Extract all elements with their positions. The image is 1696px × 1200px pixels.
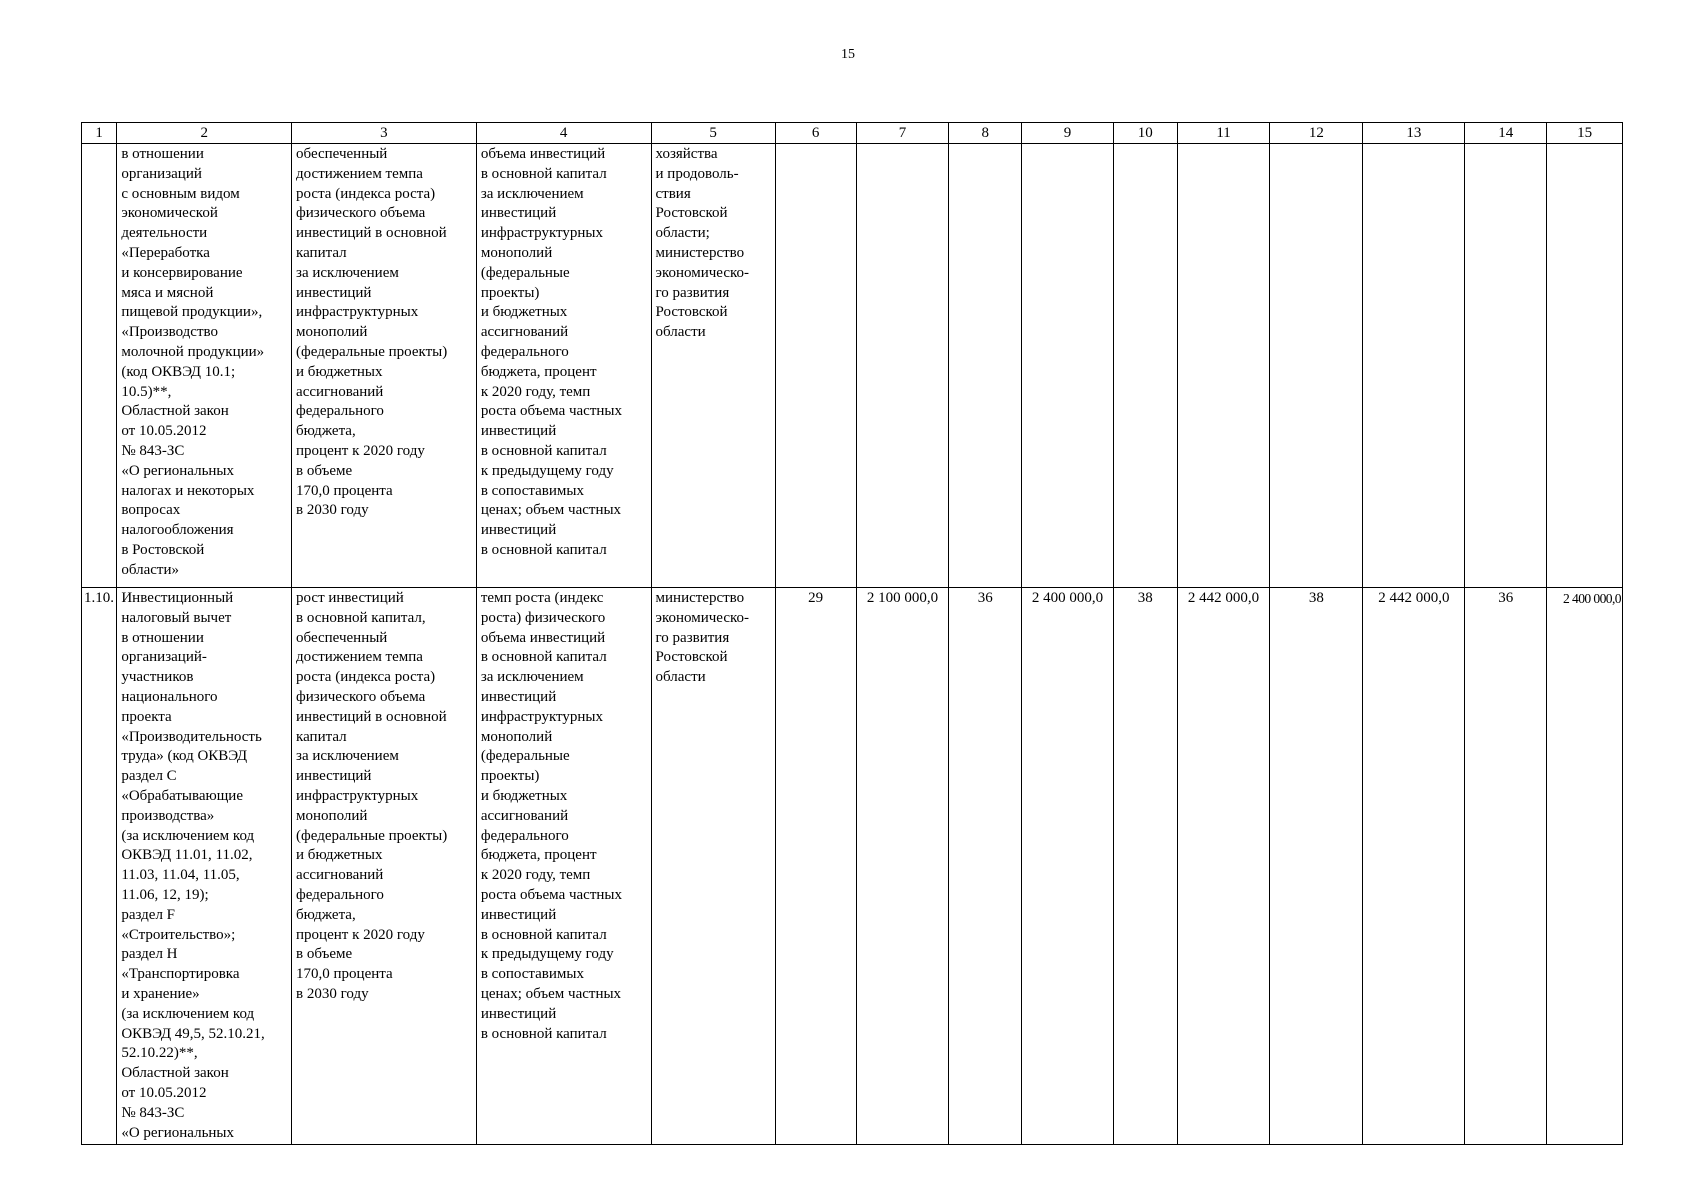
- column-header: 7: [856, 123, 949, 144]
- table-cell: [949, 144, 1022, 588]
- table-cell-value: 36: [1465, 588, 1547, 1145]
- table-cell: [1177, 144, 1270, 588]
- column-header: 9: [1022, 123, 1114, 144]
- table-row: [82, 588, 1623, 1145]
- table-cell-curator: министерство экономическо- го развития Ростовской области: [651, 588, 775, 1145]
- table-cell-value: 2 400 000,0: [1022, 588, 1114, 1145]
- table-cell: [1465, 144, 1547, 588]
- table-cell-number: [82, 144, 117, 588]
- table-cell-goal: обеспеченный достижением темпа роста (индекса роста) физического объема инвестиций в основной капитал за исключением инвестиций инфраструктурных монополий (федеральные проекты) и бюджетных ассигнований федерального бюджета, процент к 2020 году в объеме 170,0 процента в 2030 году: [292, 144, 477, 588]
- table-cell-curator: хозяйства и продоволь- ствия Ростовской области; министерство экономическо- го развития Ростовской области: [651, 144, 775, 588]
- column-header: 2: [117, 123, 292, 144]
- table-cell: [775, 144, 856, 588]
- column-header: 3: [292, 123, 477, 144]
- table-cell: [856, 144, 949, 588]
- table-cell-value: 29: [775, 588, 856, 1145]
- column-header: 12: [1270, 123, 1363, 144]
- column-header: 11: [1177, 123, 1270, 144]
- column-header: 13: [1363, 123, 1465, 144]
- column-header: 8: [949, 123, 1022, 144]
- column-header: 4: [476, 123, 651, 144]
- page-number: 15: [841, 47, 855, 62]
- table-cell-value: 38: [1113, 588, 1177, 1145]
- table-cell: [1363, 144, 1465, 588]
- table-cell-indicator: темп роста (индекс роста) физического объема инвестиций в основной капитал за исключением инвестиций инфраструктурных монополий (федеральные проекты) и бюджетных ассигнований федерального бюджета, процент к 2020 году, темп роста объема частных инвестиций в основной капитал к предыдущему году в сопоставимых ценах; объем частных инвестиций в основной капитал: [476, 588, 651, 1145]
- table-header-row: [82, 123, 1623, 144]
- table-cell-value: 2 400 000,0: [1547, 588, 1623, 1145]
- table-cell-measure: Инвестиционный налоговый вычет в отношении организаций- участников национального проекта «Производительность труда» (код ОКВЭД раздел С «Обрабатывающие производства» (за исключением код ОКВЭД 11.01, 11.02, 11.03, 11.04, 11.05, 11.06, 12, 19); раздел F «Строительство»; раздел H «Транспортировка и хранение» (за исключением код ОКВЭД 49,5, 52.10.21, 52.10.22)**, Областной закон от 10.05.2012 № 843-ЗС «О региональных: [117, 588, 292, 1145]
- table-cell-measure: в отношении организаций с основным видом экономической деятельности «Переработка и консервирование мяса и мясной пищевой продукции», «Производство молочной продукции» (код ОКВЭД 10.1; 10.5)**, Областной закон от 10.05.2012 № 843-ЗС «О региональных налогах и некоторых вопросах налогообложения в Ростовской области»: [117, 144, 292, 588]
- data-table: [81, 122, 1623, 1145]
- table-row: [82, 144, 1623, 588]
- table-cell-value: 2 442 000,0: [1363, 588, 1465, 1145]
- table-cell-indicator: объема инвестиций в основной капитал за исключением инвестиций инфраструктурных монополий (федеральные проекты) и бюджетных ассигнований федерального бюджета, процент к 2020 году, темп роста объема частных инвестиций в основной капитал к предыдущему году в сопоставимых ценах; объем частных инвестиций в основной капитал: [476, 144, 651, 588]
- table-cell: [1547, 144, 1623, 588]
- column-header: 1: [82, 123, 117, 144]
- column-header: 15: [1547, 123, 1623, 144]
- table-cell-goal: рост инвестиций в основной капитал, обеспеченный достижением темпа роста (индекса роста) физического объема инвестиций в основной капитал за исключением инвестиций инфраструктурных монополий (федеральные проекты) и бюджетных ассигнований федерального бюджета, процент к 2020 году в объеме 170,0 процента в 2030 году: [292, 588, 477, 1145]
- table-cell: [1270, 144, 1363, 588]
- column-header: 10: [1113, 123, 1177, 144]
- table-cell: [1113, 144, 1177, 588]
- table-cell-value: 38: [1270, 588, 1363, 1145]
- table-cell-number: 1.10.: [82, 588, 117, 1145]
- table-cell-value: 36: [949, 588, 1022, 1145]
- column-header: 14: [1465, 123, 1547, 144]
- table-cell-value: 2 442 000,0: [1177, 588, 1270, 1145]
- column-header: 5: [651, 123, 775, 144]
- table-cell: [1022, 144, 1114, 588]
- table-cell-value: 2 100 000,0: [856, 588, 949, 1145]
- column-header: 6: [775, 123, 856, 144]
